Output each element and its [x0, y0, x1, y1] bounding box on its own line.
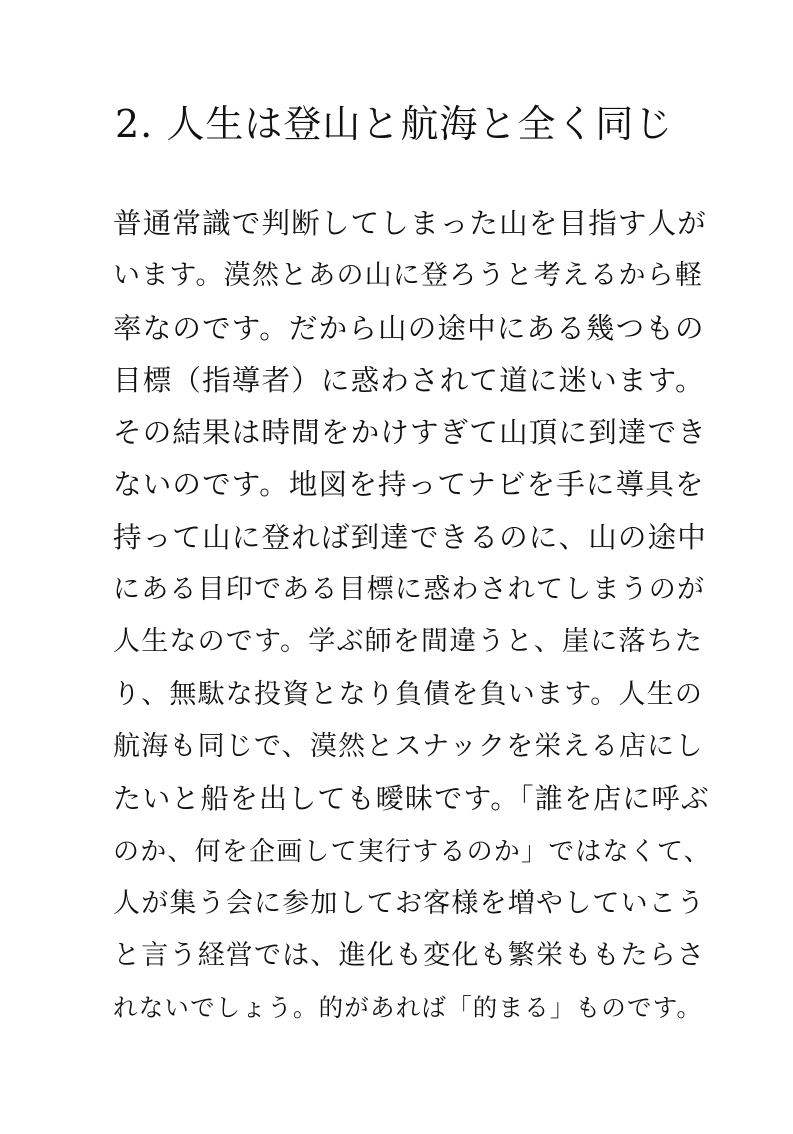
text-line: 人生なのです。学ぶ師を間違うと、崖に落ちた	[113, 626, 704, 658]
text-line: います。漠然とあの山に登ろうと考えるから軽	[113, 260, 704, 292]
text-line: 人が集う会に参加してお客様を増やしていこう	[113, 887, 706, 919]
text-line: ないのです。地図を持ってナビを手に導具を	[113, 468, 705, 502]
text-line: にある目印である目標に惑わされてしまうのが	[113, 574, 706, 606]
text-line: 持って山に登れば到達できるのに、山の途中	[113, 520, 708, 554]
section-title: 2. 人生は登山と航海と全く同じ	[115, 102, 674, 146]
body-paragraph	[113, 198, 713, 1035]
text-line: 率なのです。だから山の途中にある幾つもの	[113, 311, 705, 345]
text-line: その結果は時間をかけすぎて山頂に到達でき	[113, 416, 708, 450]
text-line: 航海も同じで、漠然とスナックを栄える店にし	[113, 730, 704, 762]
text-line: れないでしょう。的があれば「的まる」ものです。	[113, 993, 703, 1023]
text-line: り、無駄な投資となり負債を負います。人生の	[113, 678, 704, 710]
text-line: のか、何を企画して実行するのか」ではなくて、	[113, 836, 711, 867]
text-line: 普通常識で判断してしまった山を目指す人が	[113, 207, 708, 240]
text-line: 目標（指導者）に惑わされて道に迷います。	[113, 363, 705, 397]
text-line: たいと船を出しても曖昧です。「誰を店に呼ぶ	[113, 782, 710, 816]
text-line: と言う経営では、進化も変化も繁栄ももたらさ	[113, 940, 706, 972]
